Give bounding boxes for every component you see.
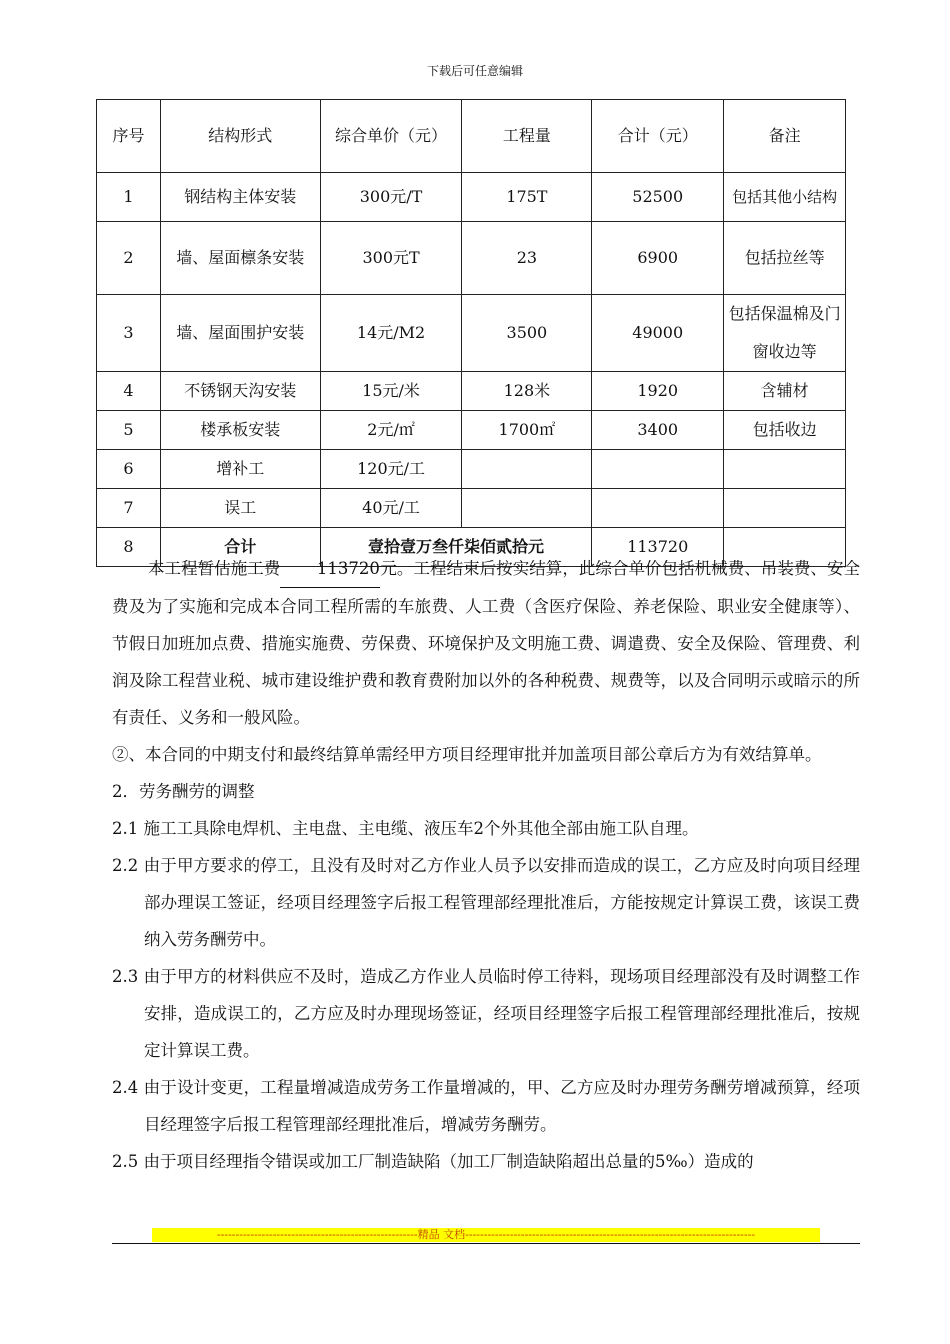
table-cell	[724, 489, 846, 528]
table-cell: 包括收边	[724, 411, 846, 450]
body-text	[112, 550, 860, 1180]
table-cell: 1920	[592, 372, 724, 411]
table-cell: 包括保温棉及门窗收边等	[724, 295, 846, 372]
table-cell: 300元/T	[320, 173, 462, 222]
table-cell: 墙、屋面檩条安装	[160, 222, 320, 295]
table-cell: 3400	[592, 411, 724, 450]
header-cell: 备注	[724, 100, 846, 173]
table-cell: 2元/㎡	[320, 411, 462, 450]
footer-label: ------------------------------------------------------精品 文档------------------------------------------------------------------------------	[152, 1228, 820, 1242]
table-cell: 52500	[592, 173, 724, 222]
fee-amount: 113720	[280, 550, 380, 588]
table-cell: 6900	[592, 222, 724, 295]
table-cell: 14元/M2	[320, 295, 462, 372]
table-cell: 楼承板安装	[160, 411, 320, 450]
total-in-words: 壹拾壹万叁仟柒佰贰拾元	[320, 528, 592, 567]
table-row	[97, 450, 846, 489]
table-cell: 钢结构主体安装	[160, 173, 320, 222]
table-cell: 3	[97, 295, 161, 372]
table-row	[97, 489, 846, 528]
table-row	[97, 173, 846, 222]
clause-2-1: 2.1 施工工具除电焊机、主电盘、主电缆、液压车2个外其他全部由施工队自理。	[112, 819, 699, 838]
table-cell: 包括其他小结构	[724, 173, 846, 222]
total-label: 合计	[160, 528, 320, 567]
cost-table	[96, 99, 846, 567]
table-cell	[462, 489, 592, 528]
total-amount: 113720	[592, 528, 724, 567]
table-cell: 墙、屋面围护安装	[160, 295, 320, 372]
table-cell: 误工	[160, 489, 320, 528]
table-header-row	[97, 100, 846, 173]
table-cell: 175T	[462, 173, 592, 222]
table-cell: 4	[97, 372, 161, 411]
table-cell: 40元/工	[320, 489, 462, 528]
table-cell: 1700㎡	[462, 411, 592, 450]
table-cell: 3500	[462, 295, 592, 372]
clause-2-3: 2.3 由于甲方的材料供应不及时，造成乙方作业人员临时停工待料，现场项目经理部没有及时调整工作安排，造成误工的，乙方应及时办理现场签证，经项目经理签字后报工程管理部经理批准后，按规定计算误工费。	[112, 967, 860, 1060]
table-cell	[724, 450, 846, 489]
table-cell: 120元/工	[320, 450, 462, 489]
table-cell	[462, 450, 592, 489]
table-cell	[592, 450, 724, 489]
table-cell: 23	[462, 222, 592, 295]
table-cell: 7	[97, 489, 161, 528]
table-cell: 含辅材	[724, 372, 846, 411]
table-row	[97, 372, 846, 411]
table-cell: 300元T	[320, 222, 462, 295]
clause-2-4: 2.4 由于设计变更，工程量增减造成劳务工作量增减的，甲、乙方应及时办理劳务酬劳增减预算，经项目经理签字后报工程管理部经理批准后，增减劳务酬劳。	[112, 1078, 860, 1134]
footer-divider	[112, 1243, 860, 1244]
table-cell: 128米	[462, 372, 592, 411]
table-cell: 1	[97, 173, 161, 222]
header-note: 下载后可任意编辑	[426, 64, 523, 78]
header-cell: 合计（元）	[592, 100, 724, 173]
header-cell: 序号	[97, 100, 161, 173]
paragraph-settlement: ②、本合同的中期支付和最终结算单需经甲方项目经理审批并加盖项目部公章后方为有效结算单。	[112, 745, 822, 764]
header-cell: 结构形式	[160, 100, 320, 173]
fee-prefix: 本工程暂估施工费	[148, 559, 281, 578]
table-row	[97, 222, 846, 295]
table-row	[97, 411, 846, 450]
table-cell: 8	[97, 528, 161, 567]
table-cell: 49000	[592, 295, 724, 372]
table-cell: 包括拉丝等	[724, 222, 846, 295]
table-cell: 不锈钢天沟安装	[160, 372, 320, 411]
table-cell: 2	[97, 222, 161, 295]
table-cell: 5	[97, 411, 161, 450]
header-cell: 工程量	[462, 100, 592, 173]
table-cell: 6	[97, 450, 161, 489]
paragraph-fee-estimate	[112, 550, 860, 736]
fee-description: 元。工程结束后按实结算，此综合单价包括机械费、吊装费、安全费及为了实施和完成本合同工程所需的车旅费、人工费（含医疗保险、养老保险、职业安全健康等）、节假日加班加点费、措施实施费、劳保费、环境保护及文明施工费、调遣费、安全及保险、管理费、利润及除工程营业税、城市建设维护费和教育费附加以外的各种税费、规费等，以及合同明示或暗示的所有责任、义务和一般风险。	[112, 559, 861, 727]
section-heading: 2．劳务酬劳的调整	[112, 782, 255, 801]
table-cell: 增补工	[160, 450, 320, 489]
table-cell	[592, 489, 724, 528]
clause-2-2: 2.2 由于甲方要求的停工，且没有及时对乙方作业人员予以安排而造成的误工，乙方应及时向项目经理部办理误工签证，经项目经理签字后报工程管理部经理批准后，方能按规定计算误工费，该误工费纳入劳务酬劳中。	[112, 856, 860, 949]
clause-2-5: 2.5 由于项目经理指令错误或加工厂制造缺陷（加工厂制造缺陷超出总量的5‰）造成的	[112, 1152, 754, 1171]
table-cell: 15元/米	[320, 372, 462, 411]
header-cell: 综合单价（元）	[320, 100, 462, 173]
table-row	[97, 295, 846, 372]
